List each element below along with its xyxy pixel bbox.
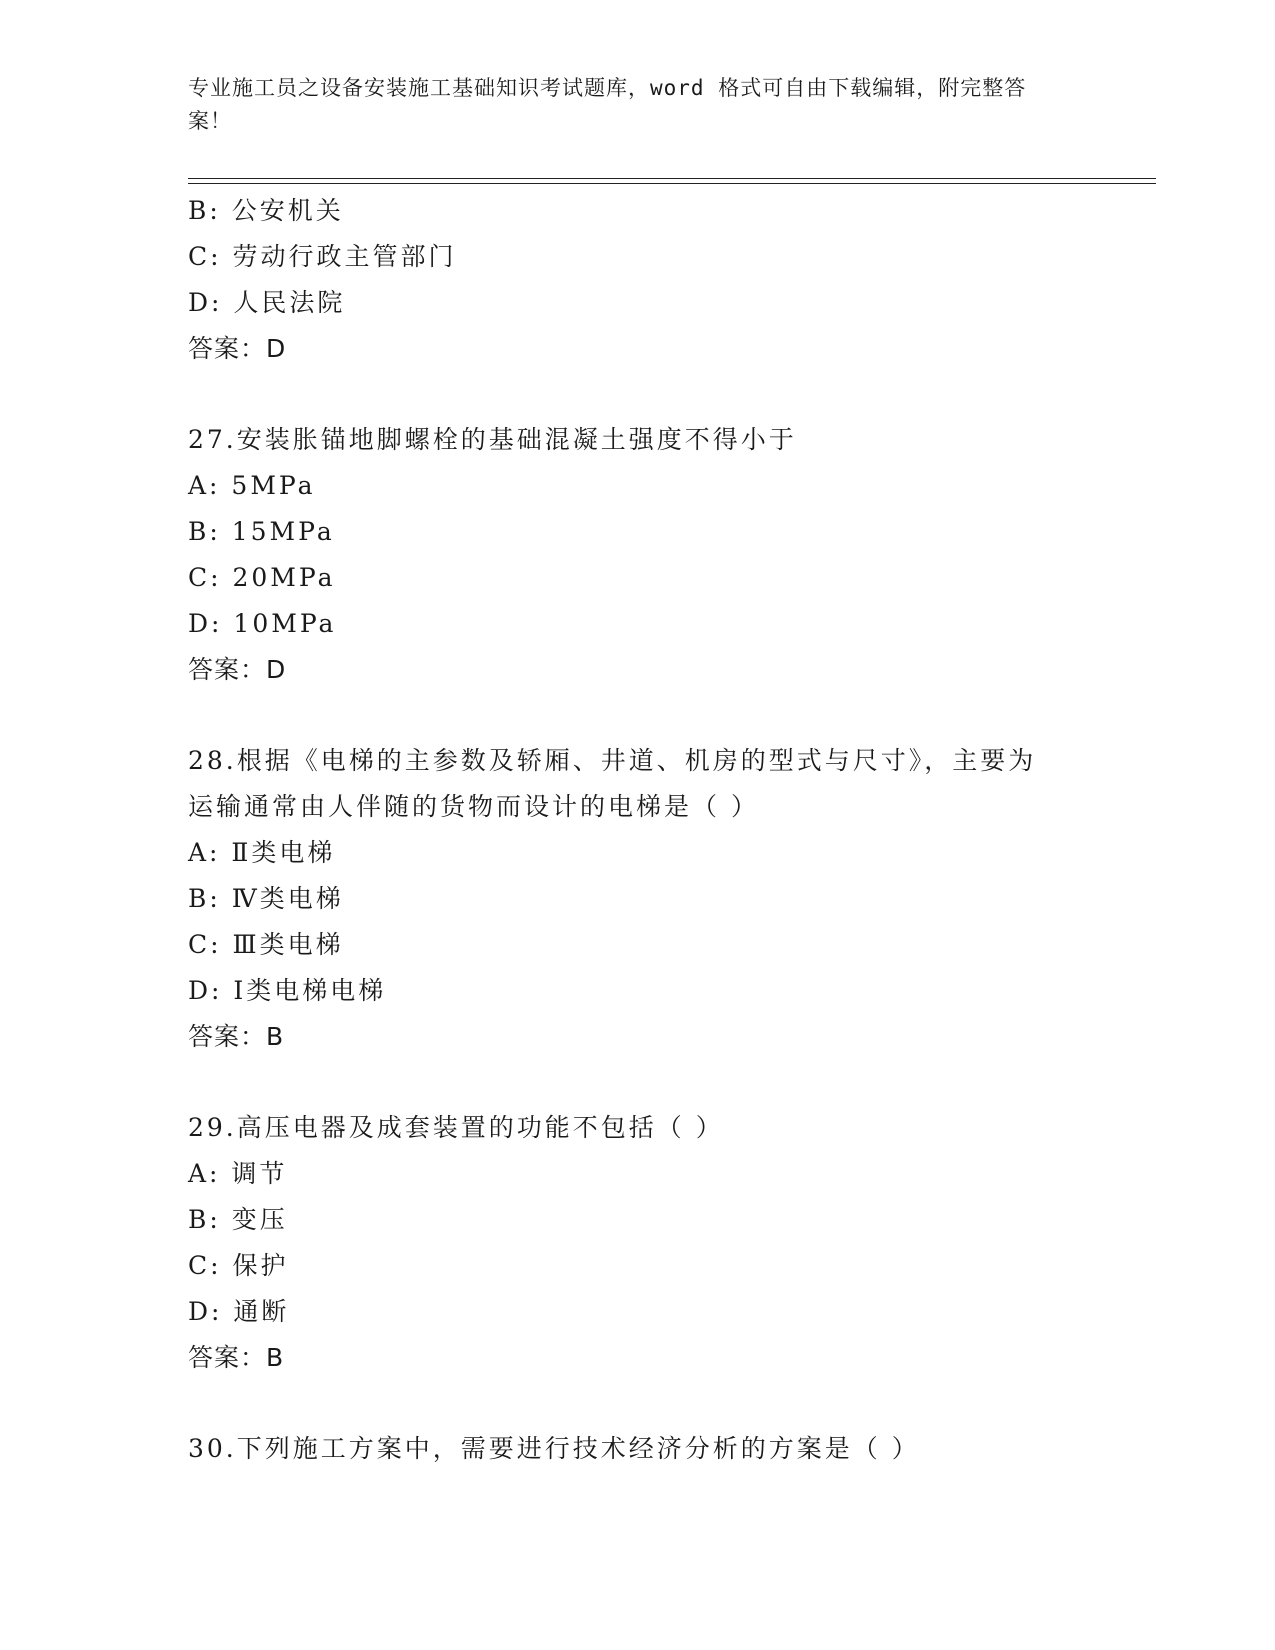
option-d: D: Ⅰ类电梯电梯 (188, 976, 387, 1005)
option-b: B: 公安机关 (188, 196, 344, 225)
answer: 答案：D (188, 655, 287, 684)
question-text-line-1: 28.根据《电梯的主参数及轿厢、井道、机房的型式与尺寸》，主要为 (188, 746, 1037, 775)
option-b: B: Ⅳ类电梯 (188, 884, 344, 913)
question-list (188, 188, 1108, 1472)
document-header: 专业施工员之设备安装施工基础知识考试题库，word 格式可自由下载编辑，附完整答案！ (188, 76, 1027, 133)
option-c: C: 劳动行政主管部门 (188, 242, 457, 271)
spacer (188, 693, 1108, 738)
option-a: A: 调节 (188, 1159, 288, 1188)
answer: 答案：B (188, 1343, 285, 1372)
option-b: B: 变压 (188, 1205, 288, 1234)
question-29-block (188, 1105, 1108, 1381)
option-d: D: 10MPa (188, 609, 337, 638)
question-text: 27.安装胀锚地脚螺栓的基础混凝土强度不得小于 (188, 425, 797, 454)
header-divider-bottom (188, 183, 1156, 184)
option-c: C: 20MPa (188, 563, 336, 592)
option-d: D: 通断 (188, 1297, 290, 1326)
question-text-line-2: 运输通常由人伴随的货物而设计的电梯是（ ） (188, 792, 759, 821)
question-text: 29.高压电器及成套装置的功能不包括（ ） (188, 1113, 724, 1142)
spacer (188, 372, 1108, 417)
option-a: A: Ⅱ类电梯 (188, 838, 336, 867)
option-a: A: 5MPa (188, 471, 316, 500)
answer: 答案：B (188, 1022, 285, 1051)
question-26-block (188, 188, 1108, 372)
option-c: C: 保护 (188, 1251, 289, 1280)
option-c: C: Ⅲ类电梯 (188, 930, 344, 959)
option-d: D: 人民法院 (188, 288, 346, 317)
spacer (188, 1060, 1108, 1105)
option-b: B: 15MPa (188, 517, 335, 546)
question-30-block (188, 1426, 1108, 1472)
spacer (188, 1381, 1108, 1426)
header-divider-top (188, 178, 1156, 179)
answer: 答案：D (188, 334, 287, 363)
question-28-block (188, 738, 1108, 1060)
question-27-block (188, 417, 1108, 693)
question-text: 30.下列施工方案中，需要进行技术经济分析的方案是（ ） (188, 1434, 920, 1463)
